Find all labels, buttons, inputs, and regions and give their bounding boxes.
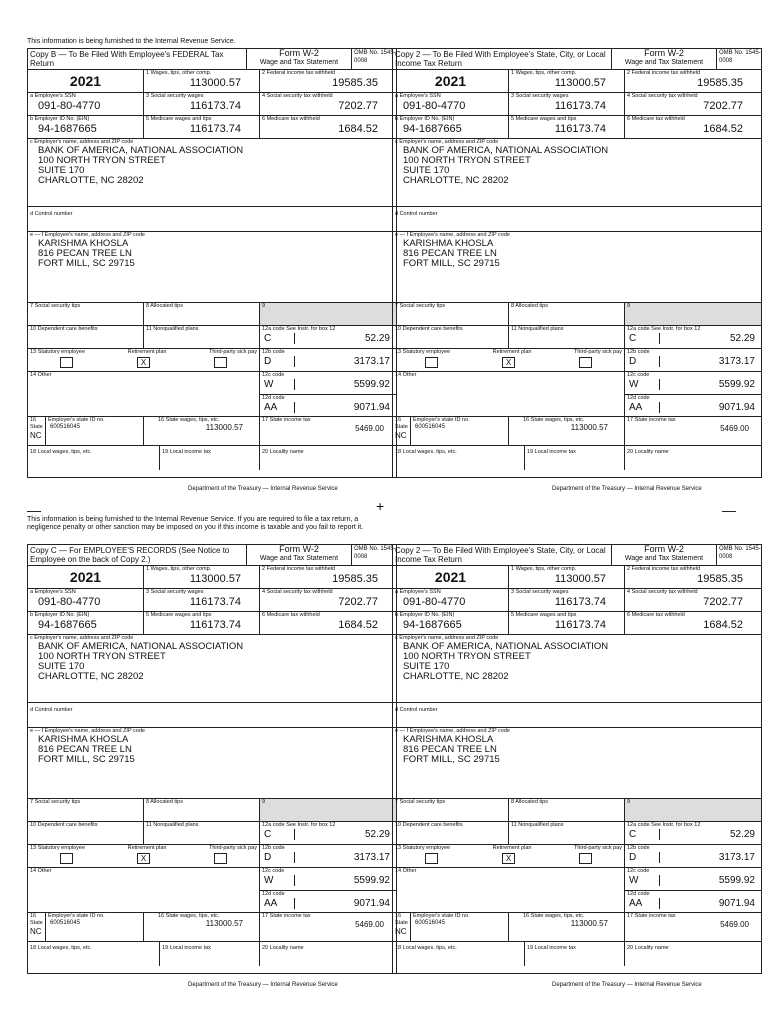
employee-name: KARISHMA KHOSLA — [38, 238, 129, 249]
box4-ss-tax: 7202.77 — [703, 100, 743, 112]
employee-address-line2: FORT MILL, SC 29715 — [403, 258, 500, 269]
employer-ein: 94-1687665 — [38, 619, 97, 631]
tax-year: 2021 — [69, 569, 102, 585]
box2-federal-tax: 19585.35 — [697, 573, 743, 585]
box14-other: 14 Other — [30, 372, 52, 378]
statutory-employee-checkbox[interactable] — [425, 853, 438, 864]
box7-ss-tips: 7 Social security tips — [395, 303, 446, 309]
employee-name: KARISHMA KHOSLA — [403, 734, 494, 745]
employer-ein: 94-1687665 — [38, 123, 97, 135]
treasury-footer-2: Department of the Treasury — Internal Revenue Service — [552, 486, 702, 492]
form-title: Form W-2 — [644, 48, 684, 58]
box15-state: NC — [30, 431, 42, 440]
box9: 9 — [627, 303, 631, 309]
box19-local-tax: 19 Local income tax — [527, 945, 576, 951]
retirement-plan-checkbox[interactable]: X — [502, 853, 515, 864]
box19-local-tax: 19 Local income tax — [162, 449, 211, 455]
omb-number: OMB No. 1545-0008 — [354, 50, 396, 64]
employee-address-line1: 816 PECAN TREE LN — [403, 744, 497, 755]
employee-address-line1: 816 PECAN TREE LN — [38, 248, 132, 259]
box8-allocated-tips: 8 Allocated tips — [146, 799, 183, 805]
box8-allocated-tips: 8 Allocated tips — [511, 799, 548, 805]
box4-ss-tax: 7202.77 — [338, 100, 378, 112]
employee-name: KARISHMA KHOSLA — [38, 734, 129, 745]
box1-wages: 113000.57 — [554, 77, 606, 89]
box10-dependent-care: 10 Dependent care benefits — [395, 822, 463, 828]
box14-other: 14 Other — [30, 868, 52, 874]
employer-address-line1: 100 NORTH TRYON STREET — [38, 155, 166, 166]
box12a-code: C — [629, 829, 660, 840]
box2-federal-tax: 19585.35 — [332, 573, 378, 585]
w2-copy-b: Copy B — To Be Filed With Employee's FEDERAL Tax Return Form W-2 Wage and Tax Statement OMB No. 1545-0008 2021 1 Wages, tips, other comp. 113000.57 2 Federal income tax withheld 19585.35 a Employee's SSN 091-80-4770 3 Social security wages 116173.74 4 Social security tax withheld 7202.77 b Employer ID No. (EIN) 94-1687665 5 Medicare wages and tips 116173.74 6 Medicare tax withheld 1684.52 c Employer's name, address and ZIP code BANK OF AMERICA, NATIONAL ASSOCIATION 100 NORTH TRYON STREET SUITE 170 CHARLOTTE, NC 28202 d Control number e — f Employee's name, address and ZIP code KARISHMA KHOSLA 816 PECAN TREE LN FORT MILL, SC 29715 7 Social security tips 8 Allocated tips 9 10 Dependent care benefits 11 Nonqualified plans 12a code See Instr. for box 12 C 52.29 13 Statutory employee Retirement plan Third-party sick pay X 12b code D 3173.17 14 Other 12c code W 5599.92 12d code AA 9071.94 16 State NC Employer's state ID no. 600516045 16 State wages, tips, etc. 113000.57 17 State income tax 5469.00 18 Local wages, tips, etc. 19 Local income tax 20 Locality name — [27, 48, 397, 478]
box15-state: NC — [395, 927, 407, 936]
statutory-employee-checkbox[interactable] — [425, 357, 438, 368]
box4-ss-tax: 7202.77 — [703, 596, 743, 608]
employer-ein: 94-1687665 — [403, 619, 462, 631]
box14-other: 14 Other — [395, 372, 417, 378]
box10-dependent-care: 10 Dependent care benefits — [395, 326, 463, 332]
box12c-code: W — [629, 379, 660, 390]
employee-address-line2: FORT MILL, SC 29715 — [38, 258, 135, 269]
box12d-code: AA — [629, 402, 660, 413]
box3-ss-wages: 116173.74 — [554, 100, 606, 112]
retirement-plan-checkbox[interactable]: X — [502, 357, 515, 368]
box20-locality: 20 Locality name — [627, 945, 669, 951]
employee-address-line2: FORT MILL, SC 29715 — [38, 754, 135, 765]
box12b-amount: 3173.17 — [353, 356, 390, 367]
box12d-amount: 9071.94 — [718, 402, 755, 413]
employer-state-id: 600516045 — [415, 920, 446, 926]
box6-medicare-tax: 1684.52 — [703, 123, 743, 135]
box12c-amount: 5599.92 — [353, 379, 390, 390]
form-title: Form W-2 — [279, 544, 319, 554]
employer-address-line2: SUITE 170 — [403, 661, 450, 672]
copy-title: Copy B — To Be Filed With Employee's FEDERAL Tax Return — [28, 49, 247, 69]
employer-address-line3: CHARLOTTE, NC 28202 — [38, 175, 144, 186]
crop-mark-center: + — [376, 498, 385, 514]
employee-ssn: 091-80-4770 — [38, 596, 101, 608]
copy-title: Copy 2 — To Be Filed With Employee's State, City, or Local Income Tax Return — [393, 545, 612, 565]
box3-ss-wages: 116173.74 — [189, 596, 241, 608]
employer-name: BANK OF AMERICA, NATIONAL ASSOCIATION — [38, 145, 244, 156]
copy-title: Copy 2 — To Be Filed With Employee's State, City, or Local Income Tax Return — [393, 49, 612, 69]
statutory-employee-checkbox[interactable] — [60, 853, 73, 864]
box12d-amount: 9071.94 — [353, 402, 390, 413]
box12a-amount: 52.29 — [364, 829, 390, 840]
box10-dependent-care: 10 Dependent care benefits — [30, 822, 98, 828]
form-title: Form W-2 — [644, 544, 684, 554]
w2-copy-c: Copy C — For EMPLOYEE'S RECORDS (See Notice to Employee on the back of Copy 2.) Form W-2 Wage and Tax Statement OMB No. 1545-0008 2021 1 Wages, tips, other comp. 113000.57 2 Federal income tax withheld 19585.35 a Employee's SSN 091-80-4770 3 Social security wages 116173.74 4 Social security tax withheld 7202.77 b Employer ID No. (EIN) 94-1687665 5 Medicare wages and tips 116173.74 6 Medicare tax withheld 1684.52 c Employer's name, address and ZIP code BANK OF AMERICA, NATIONAL ASSOCIATION 100 NORTH TRYON STREET SUITE 170 CHARLOTTE, NC 28202 d Control number e — f Employee's name, address and ZIP code KARISHMA KHOSLA 816 PECAN TREE LN FORT MILL, SC 29715 7 Social security tips 8 Allocated tips 9 10 Dependent care benefits 11 Nonqualified plans 12a code See Instr. for box 12 C 52.29 13 Statutory employee Retirement plan Third-party sick pay X 12b code D 3173.17 14 Other 12c code W 5599.92 12d code AA 9071.94 16 State NC Employer's state ID no. 600516045 16 State wages, tips, etc. 113000.57 17 State income tax 5469.00 18 Local wages, tips, etc. 19 Local income tax 20 Locality name — [27, 544, 397, 974]
box20-locality: 20 Locality name — [627, 449, 669, 455]
third-party-sick-pay-checkbox[interactable] — [579, 357, 592, 368]
box12b-code: D — [264, 852, 295, 863]
employer-address-line2: SUITE 170 — [38, 661, 85, 672]
box12c-amount: 5599.92 — [718, 875, 755, 886]
employee-name: KARISHMA KHOSLA — [403, 238, 494, 249]
employer-name: BANK OF AMERICA, NATIONAL ASSOCIATION — [403, 145, 609, 156]
form-subtitle: Wage and Tax Statement — [259, 555, 339, 562]
treasury-footer-3: Department of the Treasury — Internal Revenue Service — [188, 982, 338, 988]
tax-year: 2021 — [434, 73, 467, 89]
employer-address-line2: SUITE 170 — [403, 165, 450, 176]
box8-allocated-tips: 8 Allocated tips — [146, 303, 183, 309]
box11-nonqualified: 11 Nonqualified plans — [511, 822, 564, 828]
treasury-footer-1: Department of the Treasury — Internal Revenue Service — [188, 486, 338, 492]
box12d-code: AA — [264, 402, 295, 413]
box12a-code: C — [264, 333, 295, 344]
box12d-code: AA — [264, 898, 295, 909]
box6-medicare-tax: 1684.52 — [338, 123, 378, 135]
employer-address-line1: 100 NORTH TRYON STREET — [403, 651, 531, 662]
employer-state-id: 600516045 — [415, 424, 446, 430]
box17-state-tax: 5469.00 — [355, 920, 384, 929]
box12c-code: W — [629, 875, 660, 886]
box18-local-wages: 18 Local wages, tips, etc. — [395, 945, 457, 951]
employee-address-line1: 816 PECAN TREE LN — [38, 744, 132, 755]
box12d-code: AA — [629, 898, 660, 909]
employee-address-line1: 816 PECAN TREE LN — [403, 248, 497, 259]
tax-year: 2021 — [69, 73, 102, 89]
box8-allocated-tips: 8 Allocated tips — [511, 303, 548, 309]
box20-locality: 20 Locality name — [262, 945, 304, 951]
employer-state-id: 600516045 — [50, 920, 81, 926]
omb-number: OMB No. 1545-0008 — [354, 546, 396, 560]
box7-ss-tips: 7 Social security tips — [30, 303, 81, 309]
employer-address-line3: CHARLOTTE, NC 28202 — [403, 671, 509, 682]
employee-ssn: 091-80-4770 — [403, 100, 466, 112]
box1-wages: 113000.57 — [189, 573, 241, 585]
employer-name: BANK OF AMERICA, NATIONAL ASSOCIATION — [38, 641, 244, 652]
control-number: d Control number — [395, 211, 438, 217]
box19-local-tax: 19 Local income tax — [162, 945, 211, 951]
employer-address-line1: 100 NORTH TRYON STREET — [38, 651, 166, 662]
w2-copy-2-bottom: Copy 2 — To Be Filed With Employee's State, City, or Local Income Tax Return Form W-2 Wage and Tax Statement OMB No. 1545-0008 2021 1 Wages, tips, other comp. 113000.57 2 Federal income tax withheld 19585.35 a Employee's SSN 091-80-4770 3 Social security wages 116173.74 4 Social security tax withheld 7202.77 b Employer ID No. (EIN) 94-1687665 5 Medicare wages and tips 116173.74 6 Medicare tax withheld 1684.52 c Employer's name, address and ZIP code BANK OF AMERICA, NATIONAL ASSOCIATION 100 NORTH TRYON STREET SUITE 170 CHARLOTTE, NC 28202 d Control number e — f Employee's name, address and ZIP code KARISHMA KHOSLA 816 PECAN TREE LN FORT MILL, SC 29715 7 Social security tips 8 Allocated tips 9 10 Dependent care benefits 11 Nonqualified plans 12a code See Instr. for box 12 C 52.29 13 Statutory employee Retirement plan Third-party sick pay X 12b code D 3173.17 14 Other 12c code W 5599.92 12d code AA 9071.94 16 State NC Employer's state ID no. 600516045 16 State wages, tips, etc. 113000.57 17 State income tax 5469.00 18 Local wages, tips, etc. 19 Local income tax 20 Locality name — [392, 544, 762, 974]
employee-address-line2: FORT MILL, SC 29715 — [403, 754, 500, 765]
box12c-amount: 5599.92 — [718, 379, 755, 390]
box7-ss-tips: 7 Social security tips — [30, 799, 81, 805]
box17-state-tax: 5469.00 — [720, 920, 749, 929]
box12a-amount: 52.29 — [729, 333, 755, 344]
employee-ssn: 091-80-4770 — [38, 100, 101, 112]
third-party-sick-pay-checkbox[interactable] — [214, 357, 227, 368]
omb-number: OMB No. 1545-0008 — [719, 546, 761, 560]
box16-state-wages: 113000.57 — [205, 919, 243, 928]
box7-ss-tips: 7 Social security tips — [395, 799, 446, 805]
control-number: d Control number — [30, 211, 73, 217]
box16-state-wages: 113000.57 — [570, 919, 608, 928]
box6-medicare-tax: 1684.52 — [338, 619, 378, 631]
box9: 9 — [627, 799, 631, 805]
box11-nonqualified: 11 Nonqualified plans — [511, 326, 564, 332]
box5-medicare-wages: 116173.74 — [554, 123, 606, 135]
tax-year: 2021 — [434, 569, 467, 585]
statutory-employee-checkbox[interactable] — [60, 357, 73, 368]
employer-name: BANK OF AMERICA, NATIONAL ASSOCIATION — [403, 641, 609, 652]
retirement-plan-checkbox[interactable]: X — [137, 357, 150, 368]
box9: 9 — [262, 799, 266, 805]
irs-notice-bottom: This information is being furnished to the Internal Revenue Service. If you are required to file a tax return, a negligence penalty or other sanction may be imposed on you if this income is taxable and you fail to report it. — [27, 516, 364, 531]
box6-medicare-tax: 1684.52 — [703, 619, 743, 631]
box12b-amount: 3173.17 — [718, 356, 755, 367]
box2-federal-tax: 19585.35 — [332, 77, 378, 89]
box11-nonqualified: 11 Nonqualified plans — [146, 822, 199, 828]
employer-address-line2: SUITE 170 — [38, 165, 85, 176]
retirement-plan-checkbox[interactable]: X — [137, 853, 150, 864]
box12b-code: D — [264, 356, 295, 367]
box12b-amount: 3173.17 — [353, 852, 390, 863]
box12c-code: W — [264, 875, 295, 886]
box4-ss-tax: 7202.77 — [338, 596, 378, 608]
third-party-sick-pay-checkbox[interactable] — [214, 853, 227, 864]
box12a-amount: 52.29 — [729, 829, 755, 840]
box12b-code: D — [629, 852, 660, 863]
box12b-code: D — [629, 356, 660, 367]
box12a-amount: 52.29 — [364, 333, 390, 344]
box16-state-wages: 113000.57 — [570, 423, 608, 432]
box12a-code: C — [629, 333, 660, 344]
box18-local-wages: 18 Local wages, tips, etc. — [395, 449, 457, 455]
employee-ssn: 091-80-4770 — [403, 596, 466, 608]
box12a-code: C — [264, 829, 295, 840]
treasury-footer-4: Department of the Treasury — Internal Revenue Service — [552, 982, 702, 988]
omb-number: OMB No. 1545-0008 — [719, 50, 761, 64]
box18-local-wages: 18 Local wages, tips, etc. — [30, 945, 92, 951]
box19-local-tax: 19 Local income tax — [527, 449, 576, 455]
form-subtitle: Wage and Tax Statement — [624, 59, 704, 66]
irs-notice-top: This information is being furnished to the Internal Revenue Service. — [27, 38, 236, 45]
copy-title: Copy C — For EMPLOYEE'S RECORDS (See Notice to Employee on the back of Copy 2.) — [28, 545, 247, 565]
box10-dependent-care: 10 Dependent care benefits — [30, 326, 98, 332]
control-number: d Control number — [395, 707, 438, 713]
form-title: Form W-2 — [279, 48, 319, 58]
box20-locality: 20 Locality name — [262, 449, 304, 455]
box3-ss-wages: 116173.74 — [189, 100, 241, 112]
box9: 9 — [262, 303, 266, 309]
crop-mark-right: — — [722, 502, 736, 518]
third-party-sick-pay-checkbox[interactable] — [579, 853, 592, 864]
employer-address-line3: CHARLOTTE, NC 28202 — [403, 175, 509, 186]
box12b-amount: 3173.17 — [718, 852, 755, 863]
box14-other: 14 Other — [395, 868, 417, 874]
box17-state-tax: 5469.00 — [355, 424, 384, 433]
employer-state-id: 600516045 — [50, 424, 81, 430]
box12c-code: W — [264, 379, 295, 390]
form-subtitle: Wage and Tax Statement — [259, 59, 339, 66]
employer-address-line3: CHARLOTTE, NC 28202 — [38, 671, 144, 682]
box17-state-tax: 5469.00 — [720, 424, 749, 433]
box11-nonqualified: 11 Nonqualified plans — [146, 326, 199, 332]
employer-ein: 94-1687665 — [403, 123, 462, 135]
box2-federal-tax: 19585.35 — [697, 77, 743, 89]
box12d-amount: 9071.94 — [353, 898, 390, 909]
box3-ss-wages: 116173.74 — [554, 596, 606, 608]
box1-wages: 113000.57 — [554, 573, 606, 585]
box12c-amount: 5599.92 — [353, 875, 390, 886]
control-number: d Control number — [30, 707, 73, 713]
box5-medicare-wages: 116173.74 — [189, 619, 241, 631]
crop-mark-left: — — [27, 502, 41, 518]
box12d-amount: 9071.94 — [718, 898, 755, 909]
box15-state: NC — [30, 927, 42, 936]
box18-local-wages: 18 Local wages, tips, etc. — [30, 449, 92, 455]
box15-state: NC — [395, 431, 407, 440]
box16-state-wages: 113000.57 — [205, 423, 243, 432]
w2-copy-2-top: Copy 2 — To Be Filed With Employee's State, City, or Local Income Tax Return Form W-2 Wage and Tax Statement OMB No. 1545-0008 2021 1 Wages, tips, other comp. 113000.57 2 Federal income tax withheld 19585.35 a Employee's SSN 091-80-4770 3 Social security wages 116173.74 4 Social security tax withheld 7202.77 b Employer ID No. (EIN) 94-1687665 5 Medicare wages and tips 116173.74 6 Medicare tax withheld 1684.52 c Employer's name, address and ZIP code BANK OF AMERICA, NATIONAL ASSOCIATION 100 NORTH TRYON STREET SUITE 170 CHARLOTTE, NC 28202 d Control number e — f Employee's name, address and ZIP code KARISHMA KHOSLA 816 PECAN TREE LN FORT MILL, SC 29715 7 Social security tips 8 Allocated tips 9 10 Dependent care benefits 11 Nonqualified plans 12a code See Instr. for box 12 C 52.29 13 Statutory employee Retirement plan Third-party sick pay X 12b code D 3173.17 14 Other 12c code W 5599.92 12d code AA 9071.94 16 State NC Employer's state ID no. 600516045 16 State wages, tips, etc. 113000.57 17 State income tax 5469.00 18 Local wages, tips, etc. 19 Local income tax 20 Locality name — [392, 48, 762, 478]
form-subtitle: Wage and Tax Statement — [624, 555, 704, 562]
box5-medicare-wages: 116173.74 — [554, 619, 606, 631]
box1-wages: 113000.57 — [189, 77, 241, 89]
employer-address-line1: 100 NORTH TRYON STREET — [403, 155, 531, 166]
box5-medicare-wages: 116173.74 — [189, 123, 241, 135]
